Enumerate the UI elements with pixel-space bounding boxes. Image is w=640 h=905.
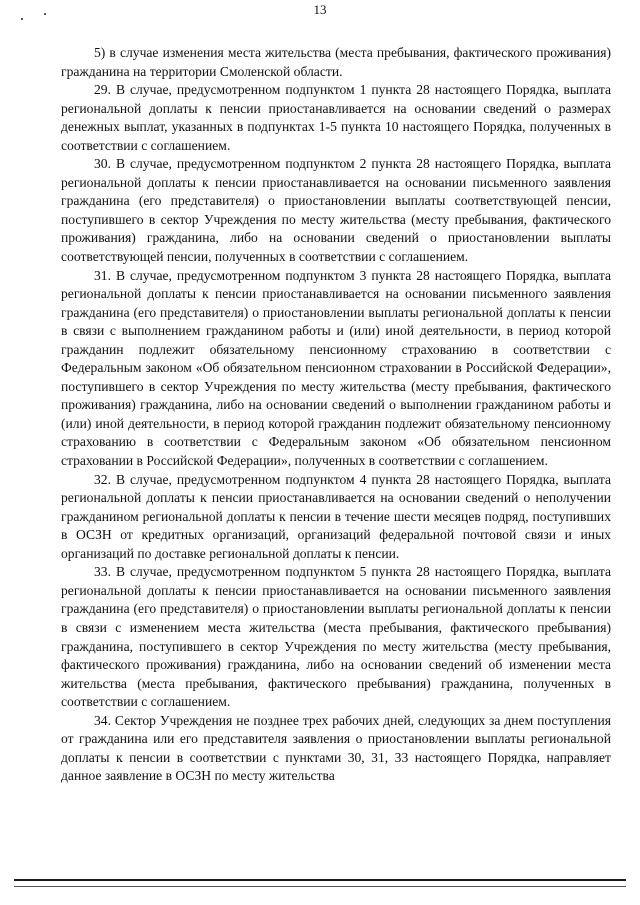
paragraph-item-5: 5) в случае изменения места жительства (места пребывания, фактического проживания) гражданина на территории Смоленской области. xyxy=(61,45,611,79)
paragraph-33: 33. В случае, предусмотренном подпунктом 5 пункта 28 настоящего Порядка, выплата региональной доплаты к пенсии приостанавливается на основании письменного заявления гражданина (его представителя) о приостановлении выплаты региональной доплаты к пенсии в связи с изменением места жительства (места пребывания, фактического пребывания) гражданина, поступившего в сектор Учреждения по месту жительства (месту пребывания, фактического проживания) гражданина, либо на основании сведений об изменении места жительства (места пребывания, фактического пребывания) гражданина, полученных в соответствии с соглашением. xyxy=(61,564,611,710)
page-bottom-rule-secondary xyxy=(14,886,626,887)
paragraph-34: 34. Сектор Учреждения не позднее трех рабочих дней, следующих за днем поступления от гражданина или его представителя заявления о приостановлении выплаты региональной доплаты к пенсии в соответствии с пунктами 30, 31, 33 настоящего Порядка, направляет данное заявление в ОСЗН по месту жительства xyxy=(61,712,611,784)
paragraph-32: 32. В случае, предусмотренном подпунктом 4 пункта 28 настоящего Порядка, выплата региональной доплаты к пенсии приостанавливается на основании сведений о неполучении гражданином региональной доплаты к пенсии в течение шести месяцев подряд, поступивших в ОСЗН от кредитных организаций, организаций федеральной почтовой связи и иных организаций по доставке региональной доплаты к пенсии. xyxy=(61,471,611,561)
paragraph-30: 30. В случае, предусмотренном подпунктом 2 пункта 28 настоящего Порядка, выплата региональной доплаты к пенсии приостанавливается на основании письменного заявления гражданина (его представителя) о приостановлении выплаты соответствующей пенсии, поступившего в сектор Учреждения по месту жительства (месту пребывания, фактического проживания) гражданина, либо на основании сведений о приостановлении выплаты соответствующей пенсии, полученных в соответствии с соглашением. xyxy=(61,156,611,265)
page-number: 13 xyxy=(313,2,327,17)
document-body xyxy=(61,44,611,786)
paragraph-29: 29. В случае, предусмотренном подпунктом 1 пункта 28 настоящего Порядка, выплата региональной доплаты к пенсии приостанавливается на основании сведений о размерах денежных выплат, указанных в подпунктах 1-5 пункта 10 настоящего Порядка, полученных в соответствии с соглашением. xyxy=(61,82,611,153)
page-bottom-rule xyxy=(14,879,626,881)
paragraph-31: 31. В случае, предусмотренном подпунктом 3 пункта 28 настоящего Порядка, выплата региональной доплаты к пенсии приостанавливается на основании письменного заявления гражданина (его представителя) о приостановлении выплаты региональной доплаты к пенсии в связи с выполнением гражданином работы и (или) иной деятельности, в период которой гражданин подлежит обязательному пенсионному страхованию в соответствии с Федеральным законом «Об обязательном пенсионном страховании в Российской Федерации», поступившего в сектор Учреждения по месту жительства (месту пребывания, фактического проживания) гражданина, либо на основании сведений о выполнении гражданином работы и (или) иной деятельности, в период которой гражданин подлежит обязательному пенсионному страхованию в соответствии с Федеральным законом «Об обязательном пенсионном страховании в Российской Федерации», полученных в соответствии с соглашением. xyxy=(61,267,611,469)
scan-speck xyxy=(21,18,23,20)
